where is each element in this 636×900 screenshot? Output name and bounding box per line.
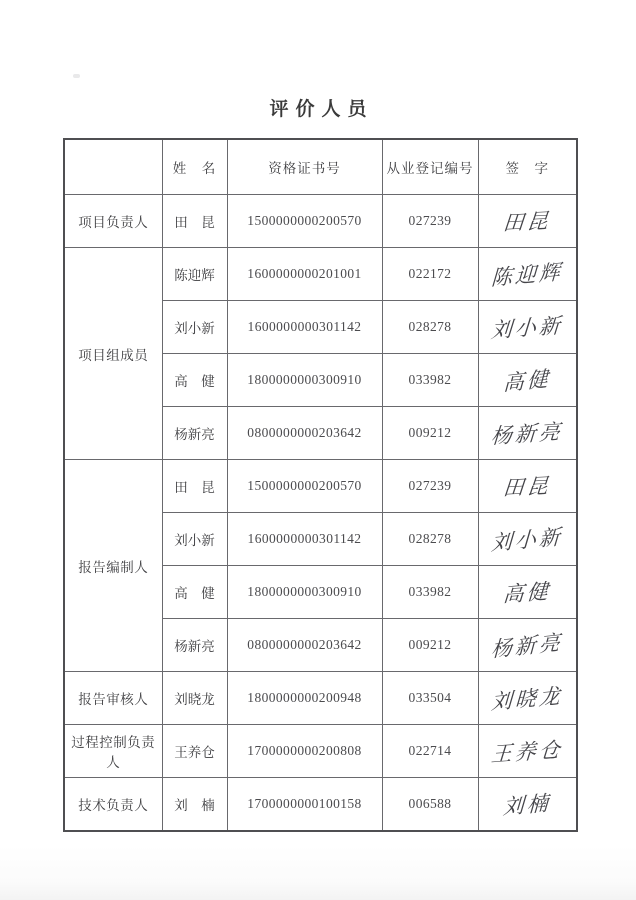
- table-row: [64, 778, 577, 832]
- handwritten-signature: 刘楠: [502, 790, 552, 820]
- cert-cell: 1700000000200808: [227, 725, 382, 778]
- name-cell: 刘小新: [162, 301, 227, 354]
- handwritten-signature: 刘小新: [490, 524, 564, 556]
- personnel-table: [63, 138, 578, 832]
- handwritten-signature: 杨新亮: [490, 419, 564, 449]
- name-cell: 杨新亮: [162, 619, 227, 672]
- name-cell: 刘晓龙: [162, 672, 227, 725]
- role-cell: 项目负责人: [64, 195, 162, 248]
- reg-cell: 022714: [382, 725, 478, 778]
- name-cell: 陈迎辉: [162, 248, 227, 301]
- reg-cell: 022172: [382, 248, 478, 301]
- cert-cell: 1800000000300910: [227, 566, 382, 619]
- signature-cell: [478, 354, 577, 407]
- signature-cell: [478, 619, 577, 672]
- signature-cell: [478, 195, 577, 248]
- name-cell: 高 健: [162, 354, 227, 407]
- cert-cell: 1600000000301142: [227, 301, 382, 354]
- name-cell: 田 昆: [162, 195, 227, 248]
- cert-cell: 1800000000300910: [227, 354, 382, 407]
- cert-cell: 1600000000301142: [227, 513, 382, 566]
- handwritten-signature: 陈迎辉: [490, 259, 564, 291]
- signature-cell: [478, 672, 577, 725]
- name-cell: 杨新亮: [162, 407, 227, 460]
- handwritten-signature: 高健: [502, 366, 552, 396]
- page-title: 评价人员: [269, 99, 374, 120]
- signature-cell: [478, 407, 577, 460]
- reg-cell: 028278: [382, 301, 478, 354]
- name-cell: 刘小新: [162, 513, 227, 566]
- header-sign: 签 字: [478, 139, 577, 195]
- header-cert: 资格证书号: [227, 139, 382, 195]
- signature-cell: [478, 778, 577, 832]
- header-name: 姓 名: [162, 139, 227, 195]
- role-cell: 报告编制人: [64, 460, 162, 672]
- name-cell: 高 健: [162, 566, 227, 619]
- name-cell: 王养仓: [162, 725, 227, 778]
- reg-cell: 033504: [382, 672, 478, 725]
- handwritten-signature: 杨新亮: [490, 630, 564, 662]
- cert-cell: 1500000000200570: [227, 460, 382, 513]
- header-row: [64, 139, 577, 195]
- handwritten-signature: 刘小新: [490, 313, 564, 343]
- table-row: [64, 248, 577, 301]
- role-cell: 技术负责人: [64, 778, 162, 832]
- name-cell: 刘 楠: [162, 778, 227, 832]
- handwritten-signature: 刘晓龙: [490, 683, 564, 715]
- table-row: [64, 460, 577, 513]
- table-row: [64, 725, 577, 778]
- reg-cell: 033982: [382, 566, 478, 619]
- cert-cell: 1600000000201001: [227, 248, 382, 301]
- cert-cell: 0800000000203642: [227, 407, 382, 460]
- table-row: [64, 195, 577, 248]
- reg-cell: 033982: [382, 354, 478, 407]
- signature-cell: [478, 566, 577, 619]
- handwritten-signature: 王养仓: [490, 737, 564, 767]
- cert-cell: 1700000000100158: [227, 778, 382, 832]
- name-cell: 田 昆: [162, 460, 227, 513]
- reg-cell: 006588: [382, 778, 478, 832]
- role-cell: 报告审核人: [64, 672, 162, 725]
- signature-cell: [478, 725, 577, 778]
- reg-cell: 009212: [382, 619, 478, 672]
- handwritten-signature: 高健: [502, 579, 552, 607]
- header-reg: 从业登记编号: [382, 139, 478, 195]
- signature-cell: [478, 513, 577, 566]
- role-cell: 项目组成员: [64, 248, 162, 460]
- reg-cell: 027239: [382, 460, 478, 513]
- table-row: [64, 672, 577, 725]
- handwritten-signature: 田昆: [502, 208, 553, 236]
- signature-cell: [478, 248, 577, 301]
- signature-cell: [478, 460, 577, 513]
- cert-cell: 1500000000200570: [227, 195, 382, 248]
- reg-cell: 009212: [382, 407, 478, 460]
- cert-cell: 1800000000200948: [227, 672, 382, 725]
- handwritten-signature: 田昆: [502, 473, 553, 501]
- cert-cell: 0800000000203642: [227, 619, 382, 672]
- signature-cell: [478, 301, 577, 354]
- header-role: [64, 139, 162, 195]
- reg-cell: 027239: [382, 195, 478, 248]
- role-cell: 过程控制负责人: [64, 725, 162, 778]
- scan-speck: [73, 74, 80, 78]
- reg-cell: 028278: [382, 513, 478, 566]
